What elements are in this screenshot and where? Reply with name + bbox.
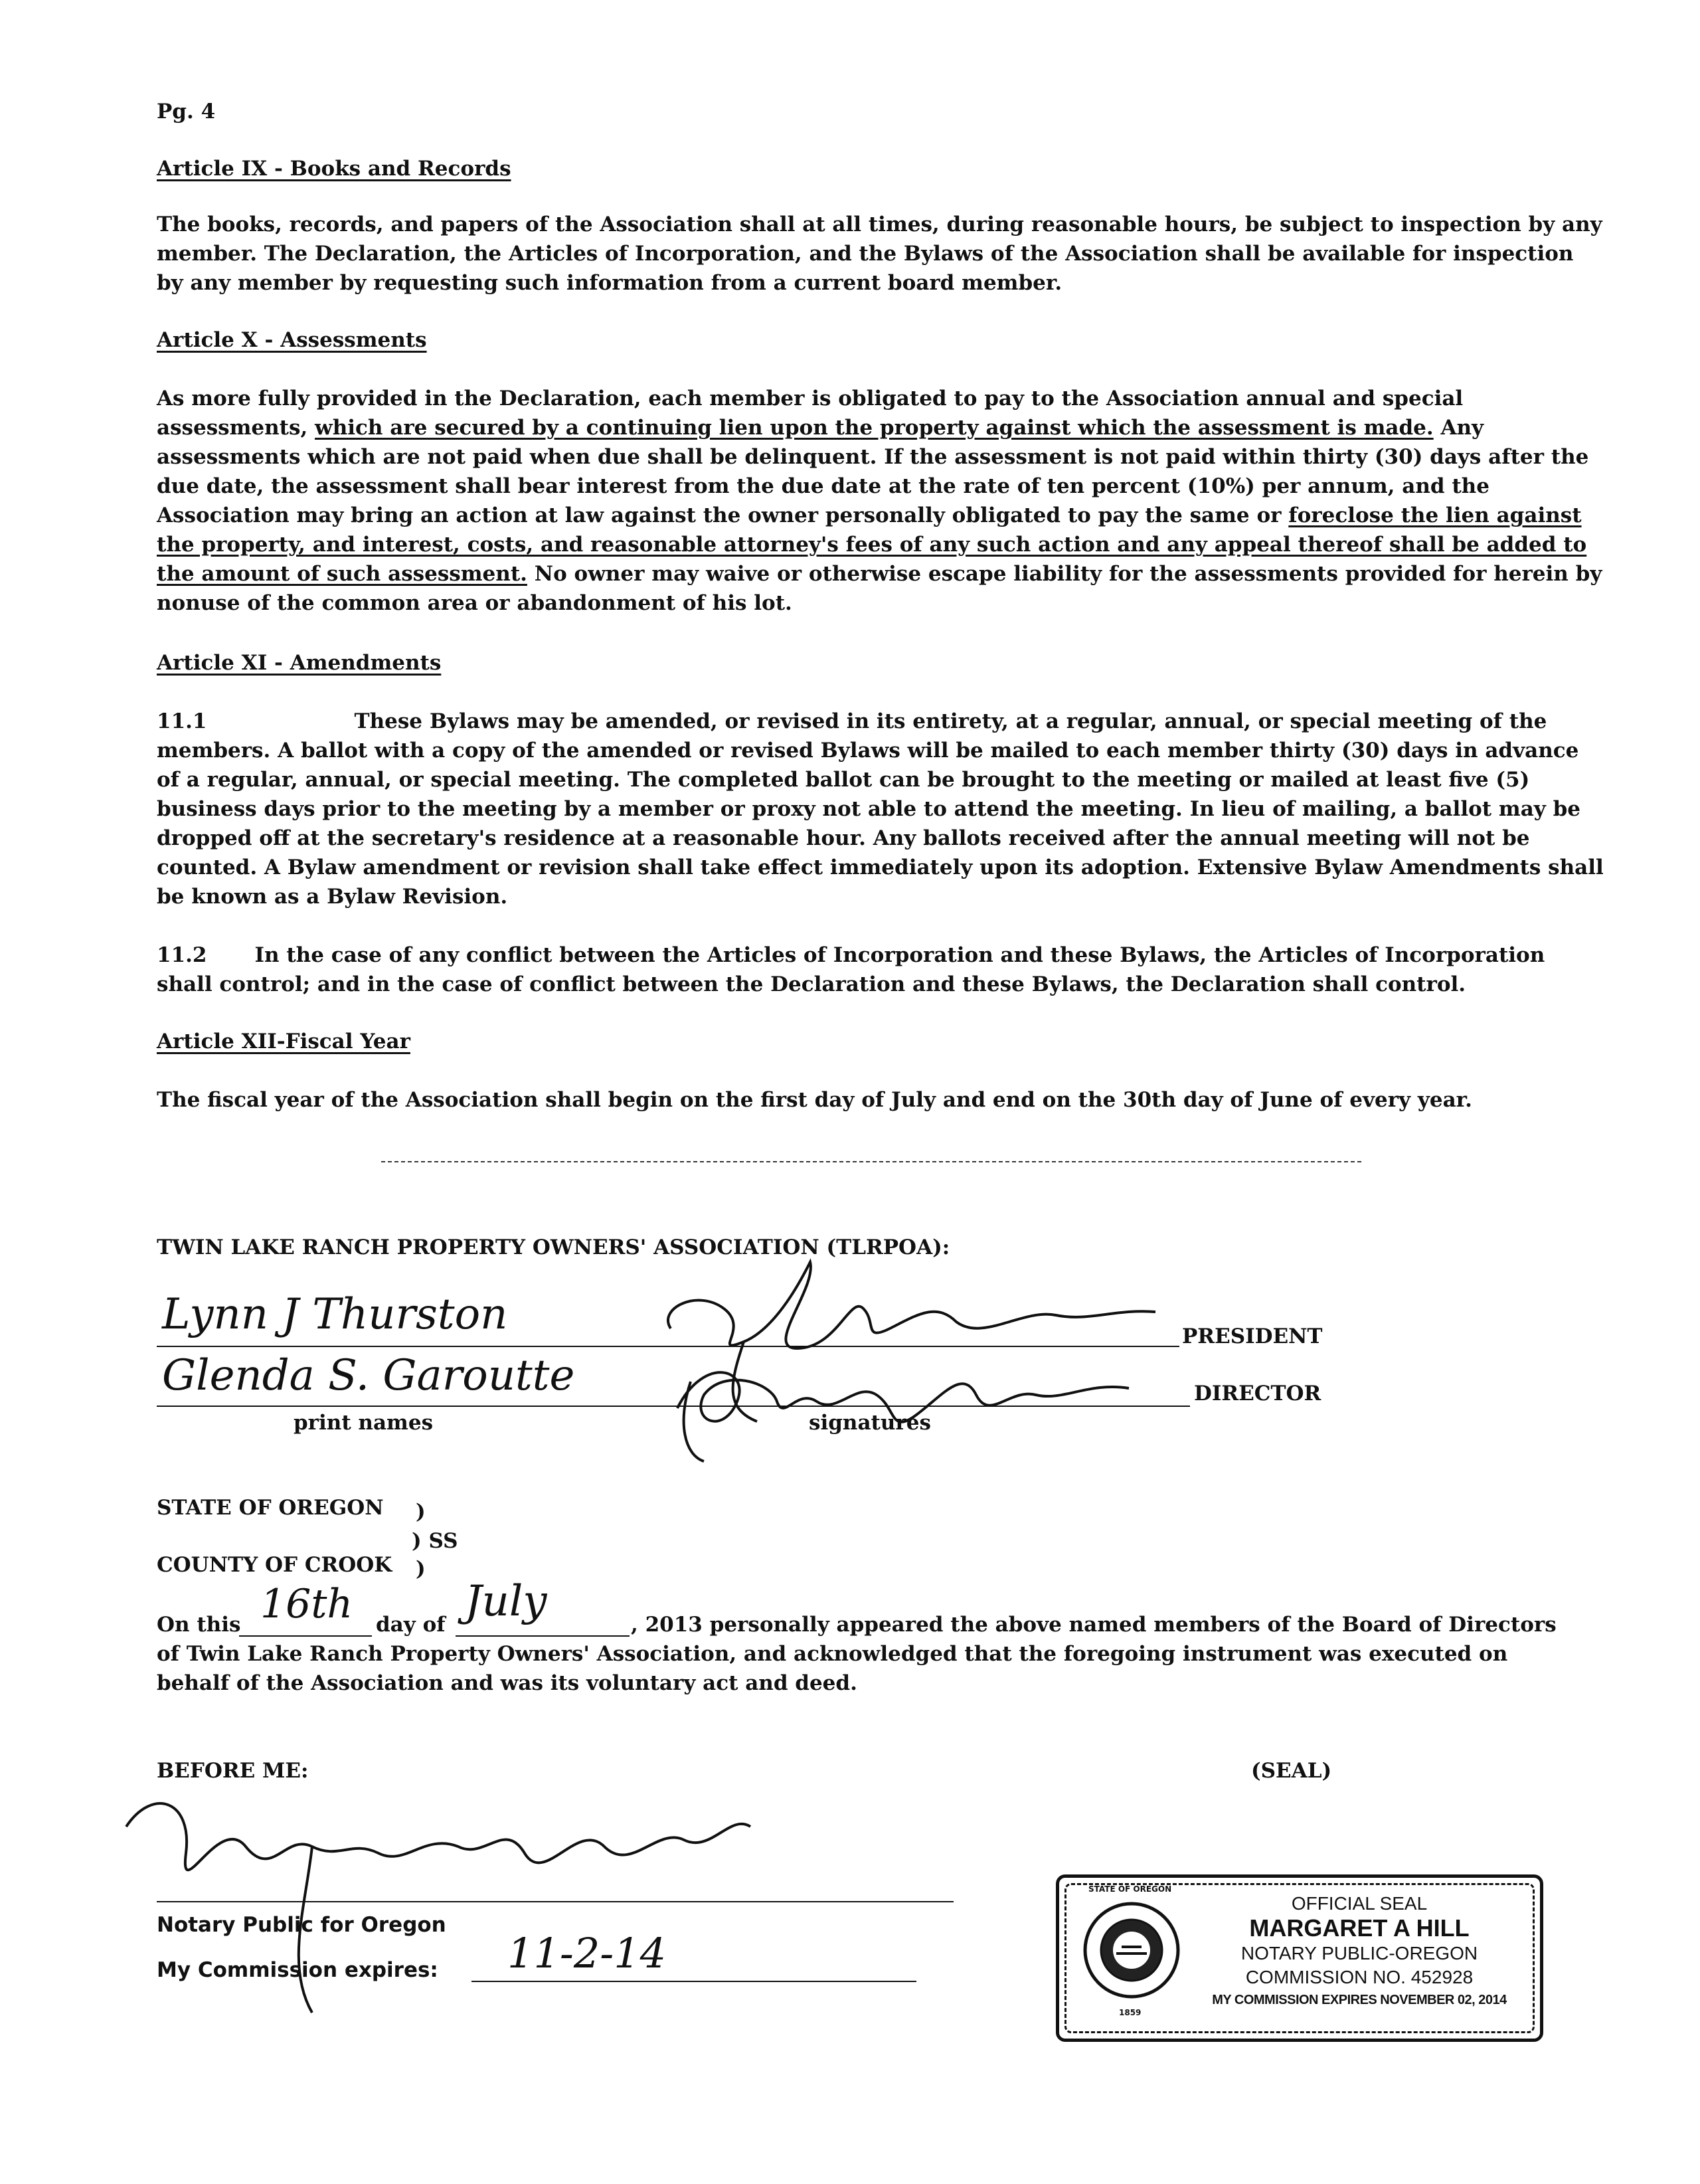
state-label: STATE OF OREGON [157,1496,384,1520]
section-11-1-body: These Bylaws may be amended, or revised in its entirety, at a regular, annual, or special meeting of the members. A ballot with a copy of the amended or revised Bylaws will be mailed to each member thirty (30) days in advance of a regular, annual, or special meeting. The completed ballot can be brought to the meeting or mailed at least five (5) business days prior to the meeting by a member or proxy not able to attend the meeting. In lieu of mailing, a ballot may be dropped off at the secretary's residence at a reasonable hour. Any ballots received after the annual meeting will not be counted. A Bylaw amendment or revision shall take effect immediately upon its adoption. Extensive Bylaw Amendments shall be known as a Bylaw Revision. [157,709,1604,909]
section-11-2 [157,941,1604,999]
seal-text-block [1185,1892,1533,2011]
commission-date-line [471,1981,916,1982]
seal-notary-public: NOTARY PUBLIC-OREGON [1240,1943,1478,1963]
print-name-president: Lynn J Thurston [162,1290,508,1339]
seal-notary-name: MARGARET A HILL [1249,1914,1470,1942]
signature-director-handwritten [664,1342,1169,1475]
before-me-label: BEFORE ME: [157,1759,309,1783]
oregon-state-seal-emblem [1082,1900,1181,2000]
county-label: COUNTY OF CROOK [157,1553,392,1577]
commission-date-handwritten: 11-2-14 [507,1929,667,1977]
section-11-2-number: 11.2 [157,943,207,967]
print-name-director: Glenda S. Garoutte [162,1351,575,1400]
seal-title: OFFICIAL SEAL [1291,1893,1428,1914]
emblem-state-text: STATE OF OREGON [1088,1884,1172,1894]
notary-signature-handwritten [113,1774,777,2039]
article-xii-body: The fiscal year of the Association shall begin on the first day of July and end on the 30th day of June of every year. [157,1088,1472,1112]
article-ix-heading: Article IX - Books and Records [157,157,511,181]
article-x-foreclose-clause: foreclose the lien against the property, and interest, costs, and reasonable attorney's fees of any such action and any appeal thereof shall be added to the amount of such assessment. [157,503,1587,586]
section-11-1-number: 11.1 [157,709,207,733]
acknowledgment-text: , 2013 personally appeared the above named members of the Board of Directors of Twin Lake Ranch Property Owners' Association, and acknowledged that the foregoing instrument was executed on behalf of the Association and was its voluntary act and deed. [157,1613,1557,1695]
article-x-text-1: As more fully provided in the Declaration, each member is obligated to pay to the Association annual and special assessments, [157,387,1464,440]
day-handwritten: 16th [260,1581,353,1627]
section-divider [381,1161,1361,1162]
day-of-label: day of [376,1613,446,1637]
commission-expires-label: My Commission expires: [157,1958,438,1982]
section-11-2-body: In the case of any conflict between the Articles of Incorporation and these Bylaws, the Articles of Incorporation shall control; and in the case of conflict between the Declaration and these Bylaws, the Declaration shall control. [157,943,1545,996]
label-print-names: print names [294,1411,434,1435]
label-signatures: signatures [809,1411,931,1435]
notary-signature-line [157,1901,954,1902]
title-director: DIRECTOR [1194,1382,1321,1406]
venue-paren-3: ) [416,1557,426,1581]
section-11-1 [157,707,1604,911]
seal-commission-number: COMMISSION NO. 452928 [1245,1967,1474,1987]
title-president: PRESIDENT [1182,1324,1323,1348]
official-seal-stamp [1056,1874,1543,2042]
article-x-heading: Article X - Assessments [157,328,427,352]
organization-name: TWIN LAKE RANCH PROPERTY OWNERS' ASSOCIATION (TLRPOA): [157,1235,950,1259]
on-this-label: On this [157,1613,241,1637]
seal-commission-expires: MY COMMISSION EXPIRES NOVEMBER 02, 2014 [1212,1993,1507,2007]
article-ix-body: The books, records, and papers of the Association shall at all times, during reasonable hours, be subject to inspection by any member. The Declaration, the Articles of Incorporation, and the Bylaws of the Association shall be available for inspection by any member by requesting such information from a current board member. [157,213,1602,295]
page-number: Pg. 4 [157,100,216,124]
article-x-lien-clause: which are secured by a continuing lien upon the property against which the assessment is made. [315,416,1434,440]
venue-ss: ) SS [412,1529,458,1553]
month-handwritten: July [465,1577,547,1626]
article-xii-heading: Article XII-Fiscal Year [157,1030,410,1053]
article-x-body [157,384,1604,618]
notary-public-label: Notary Public for Oregon [157,1913,446,1937]
article-x-text-3: No owner may waive or otherwise escape liability for the assessments provided for herein by nonuse of the common area or abandonment of his lot. [157,562,1602,615]
seal-label: (SEAL) [1251,1759,1332,1783]
article-xi-heading: Article XI - Amendments [157,651,442,675]
article-x-text-2: Any assessments which are not paid when due shall be delinquent. If the assessment is not paid within thirty (30) days after the due date, the assessment shall bear interest from the due date at the rate of ten percent (10%) per annum, and the Association may bring an action at law against the owner personally obligated to pay the same or [157,416,1589,527]
venue-paren-1: ) [416,1500,426,1524]
emblem-year: 1859 [1119,2008,1142,2017]
